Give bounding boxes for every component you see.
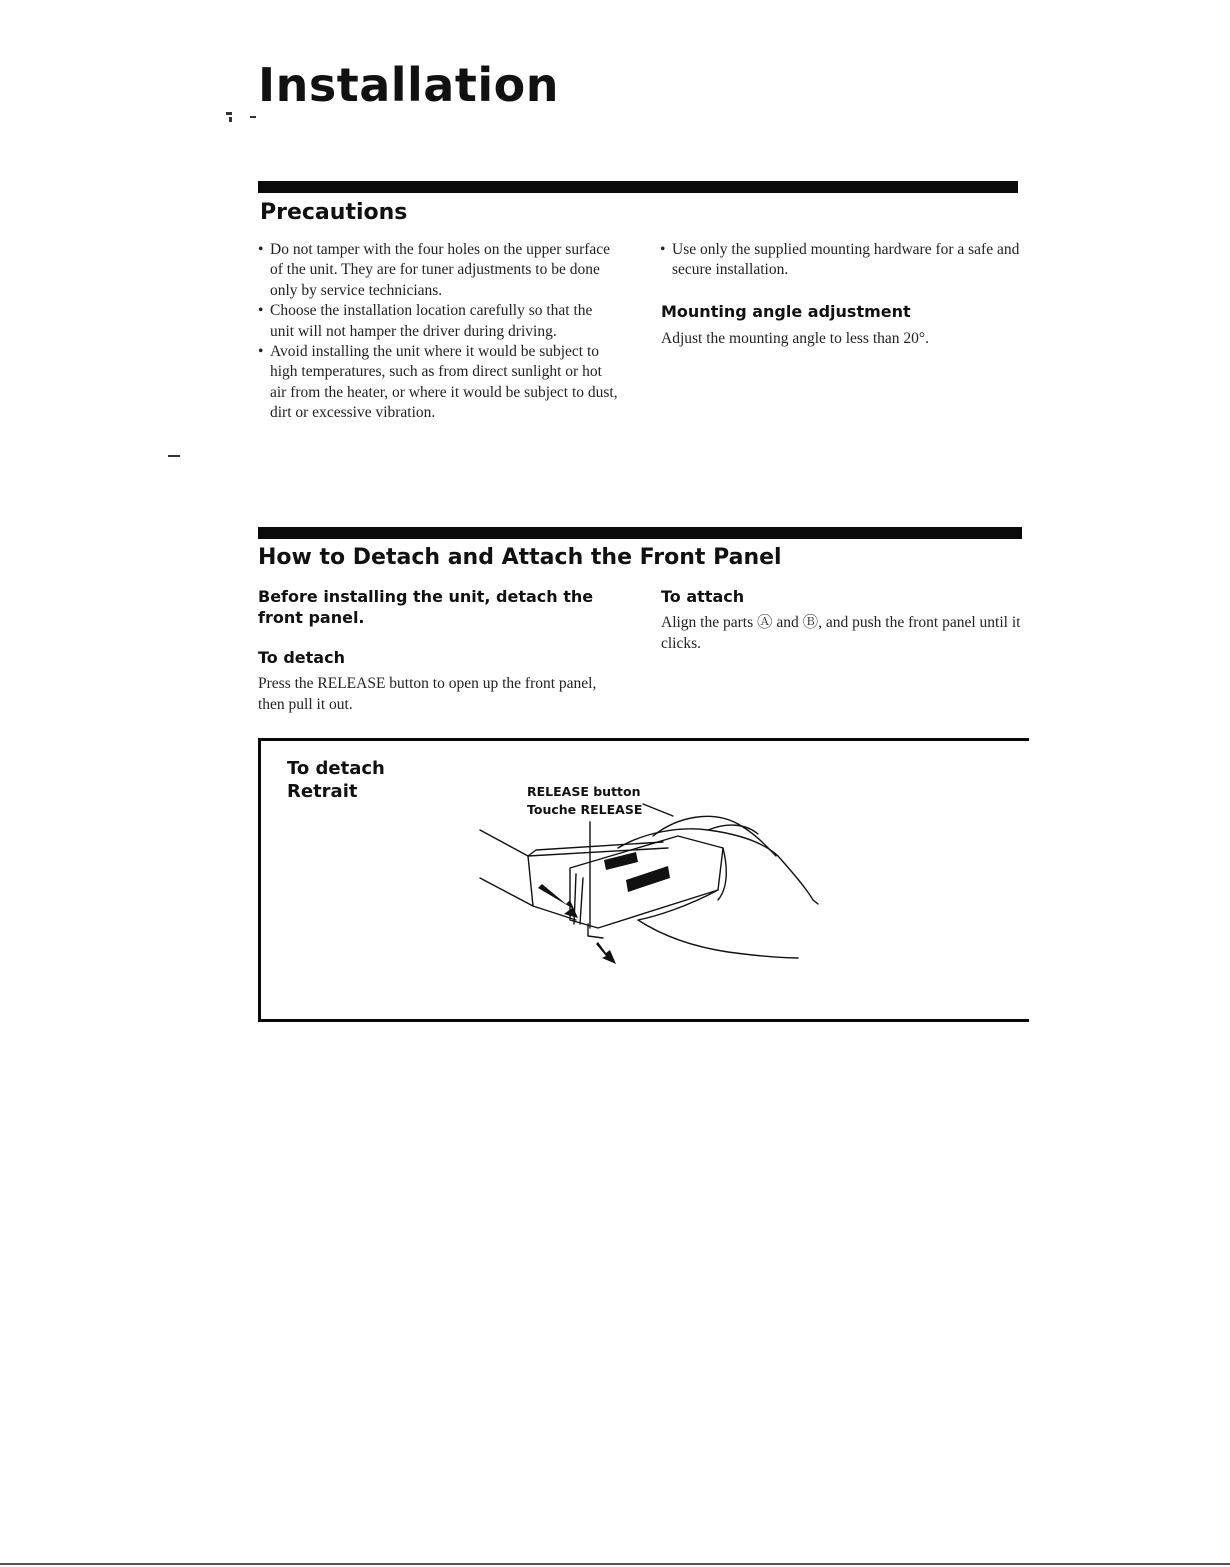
scan-speck <box>168 455 180 457</box>
pull-arrow-icon <box>596 942 616 964</box>
front-panel-heading: How to Detach and Attach the Front Panel <box>258 545 782 570</box>
page-bottom-edge <box>0 1563 1230 1565</box>
release-callout-fr: Touche RELEASE <box>527 802 643 817</box>
precaution-item: • Use only the supplied mounting hardware for a safe and secure installation. <box>660 240 1025 281</box>
release-button-shape <box>604 852 638 870</box>
callout-leader-line <box>643 804 673 816</box>
precautions-left-list <box>258 240 618 424</box>
precautions-heading: Precautions <box>260 200 408 225</box>
detach-figure-box <box>258 738 1029 1022</box>
figure-label-en: To detach <box>287 758 385 779</box>
detach-heading: To detach <box>258 648 345 667</box>
detach-text: Press the RELEASE button to open up the front panel, then pull it out. <box>258 675 597 713</box>
panel-display-shape <box>626 866 670 892</box>
front-panel-detach-illustration <box>258 738 1029 1022</box>
mounting-angle-text: Adjust the mounting angle to less than 20°. <box>661 330 929 347</box>
attach-heading: To attach <box>661 587 745 606</box>
section-rule-front-panel <box>258 527 1022 539</box>
attach-text: Align the parts Ⓐ and Ⓑ, and push the front panel until it clicks. <box>661 614 1021 652</box>
figure-label-fr: Retrait <box>287 781 358 802</box>
mounting-angle-heading: Mounting angle adjustment <box>661 302 911 321</box>
release-callout-en: RELEASE button <box>527 784 641 799</box>
scan-speck <box>229 117 232 122</box>
precautions-right-list <box>660 240 1025 281</box>
precaution-item: • Avoid installing the unit where it would be subject to high temperatures, such as from direct sunlight or hot air from the heater, or where it would be subject to dust, dirt or excessive vibration. <box>258 342 618 424</box>
scan-speck <box>226 112 232 115</box>
scan-speck <box>250 116 256 118</box>
section-rule-precautions <box>258 181 1018 193</box>
precaution-item: • Do not tamper with the four holes on the upper surface of the unit. They are for tuner adjustments to be done only by service technicians. <box>258 240 618 301</box>
front-panel-intro: Before installing the unit, detach the front panel. <box>258 587 594 627</box>
precaution-item: • Choose the installation location carefully so that the unit will not hamper the driver during driving. <box>258 301 618 342</box>
push-arrow-icon <box>538 884 578 918</box>
page-title: Installation <box>258 58 559 112</box>
